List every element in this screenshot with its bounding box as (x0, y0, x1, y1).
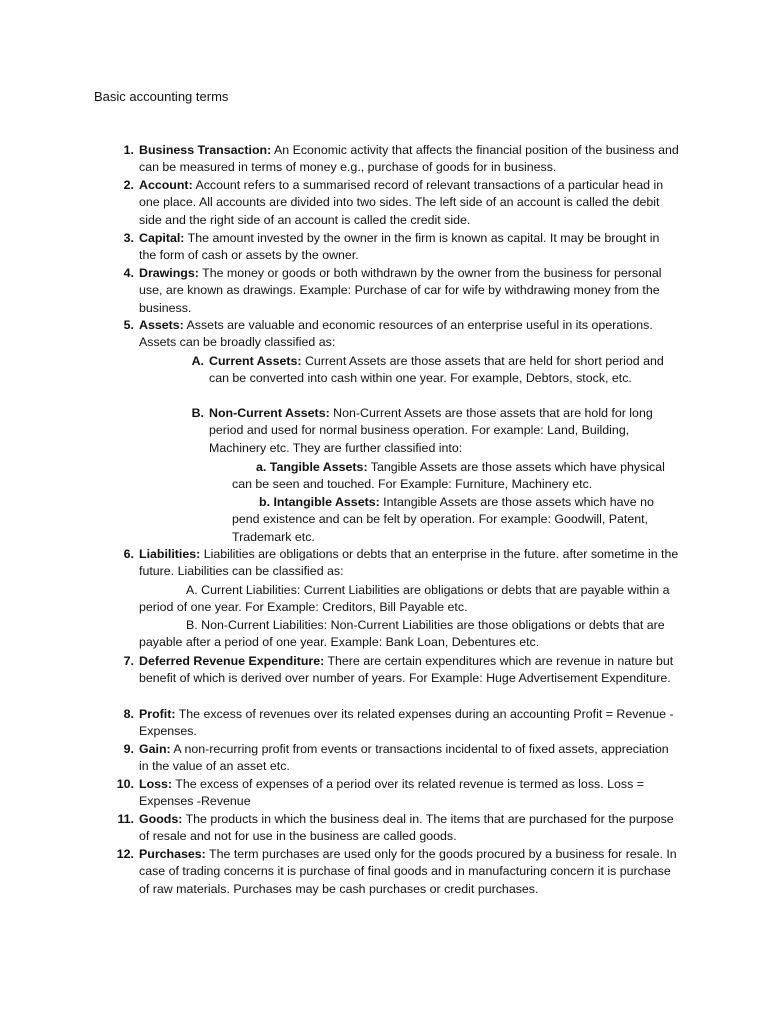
list-item (123, 230, 679, 265)
item-text: The money or goods or both withdrawn by the owner from the business for personal use, are known as drawings. Example: Purchase of car for wife by withdrawing money from the business. (139, 266, 662, 315)
item-text: An Economic activity that affects the financial position of the business and can be measured in terms of money e.g., purchase of goods for in business. (139, 143, 679, 175)
sub-sub-item-term: Tangible Assets: (269, 460, 368, 474)
item-term: Goods: (139, 812, 183, 826)
item-text: Assets are valuable and economic resources of an enterprise useful in its operations. Assets can be broadly classified as: (139, 318, 653, 350)
list-item (117, 811, 679, 846)
sub-list-item (191, 353, 679, 388)
list-item (116, 846, 679, 898)
sub-item-term: Non-Current Assets: (209, 406, 330, 420)
list-item (123, 546, 679, 581)
sub-list-item (139, 582, 679, 617)
item-number: 9. (123, 742, 134, 756)
item-number: 4. (123, 266, 134, 280)
item-text: The excess of revenues over its related expenses during an accounting Profit = Revenue - Expenses. (139, 707, 674, 739)
item-term: Capital: (139, 231, 185, 245)
item-text: The amount invested by the owner in the firm is known as capital. It may be brought in the form of cash or assets by the owner. (139, 231, 660, 263)
item-text: The excess of expenses of a period over its related revenue is termed as loss. Loss = Expenses -Revenue (139, 777, 644, 809)
list-item (123, 265, 679, 317)
item-number: 12. (116, 847, 134, 861)
sub-sub-item-letter: b. (259, 495, 271, 509)
item-number: 8. (123, 707, 134, 721)
item-term: Loss: (139, 777, 173, 791)
item-number: 11. (117, 812, 134, 826)
item-term: Business Transaction: (139, 143, 272, 157)
sub-sub-item-text: Intangible Assets are those assets which have no pend existence and can be felt by operation. For example: Goodwill, Patent, Trademark etc. (232, 495, 654, 544)
list-item (123, 741, 679, 776)
list-item (116, 776, 679, 811)
sub-item-letter: A. (186, 583, 198, 597)
sub-sub-item-letter: a. (256, 460, 267, 474)
item-number: 7. (123, 654, 134, 668)
item-term: Deferred Revenue Expenditure: (139, 654, 325, 668)
item-number: 10. (116, 777, 134, 791)
sub-item-text: Current Liabilities: Current Liabilities are obligations or debts that are payable within a period of one year. For Example: Creditors, Bill Payable etc. (139, 583, 670, 615)
item-term: Purchases: (139, 847, 206, 861)
sub-item-term: Current Assets: (209, 354, 302, 368)
sub-sub-item (232, 459, 679, 494)
list-item (123, 706, 679, 741)
item-term: Account: (139, 178, 193, 192)
sub-sub-item (232, 494, 679, 546)
sub-sub-item-term: Intangible Assets: (273, 495, 380, 509)
list-item (123, 317, 679, 352)
item-number: 3. (123, 231, 134, 245)
list-item (123, 653, 679, 688)
item-term: Liabilities: (139, 547, 201, 561)
item-number: 2. (123, 178, 134, 192)
item-text: There are certain expenditures which are revenue in nature but benefit of which is derived over number of years. For Example: Huge Advertisement Expenditure. (139, 654, 674, 686)
item-text: The products in which the business deal in. The items that are purchased for the purpose of resale and not for use in the business are called goods. (139, 812, 674, 844)
item-term: Gain: (139, 742, 171, 756)
list-item (123, 177, 679, 229)
item-number: 6. (123, 547, 134, 561)
sub-item-text: Non-Current Assets are those assets that are hold for long period and used for normal business operation. For example: Land, Building, Machinery etc. They are further classified into: (209, 406, 653, 455)
sub-item-text: Non-Current Liabilities: Non-Current Liabilities are those obligations or debts that are payable after a period of one year. Example: Bank Loan, Debentures etc. (139, 618, 665, 650)
item-text: Liabilities are obligations or debts that an enterprise in the future. after sometime in the future. Liabilities can be classified as: (139, 547, 679, 579)
sub-item-letter: B. (191, 406, 204, 420)
item-number: 5. (123, 318, 134, 332)
item-text: The term purchases are used only for the goods procured by a business for resale. In case of trading concerns it is purchase of final goods and in manufacturing concern it is purchase of raw materials. Purchases may be cash purchases or credit purchases. (139, 847, 677, 896)
item-text: A non-recurring profit from events or transactions incidental to of fixed assets, appreciation in the value of an asset etc. (139, 742, 669, 774)
item-term: Profit: (139, 707, 176, 721)
item-term: Drawings: (139, 266, 199, 280)
sub-item-text: Current Assets are those assets that are held for short period and can be converted into cash within one year. For example, Debtors, stock, etc. (209, 354, 664, 386)
sub-list-item (191, 405, 679, 457)
item-text: Account refers to a summarised record of relevant transactions of a particular head in one place. All accounts are divided into two sides. The left side of an account is called the debit side and the right side of an account is called the credit side. (139, 178, 664, 227)
sub-list-item (139, 617, 679, 652)
item-term: Assets: (139, 318, 184, 332)
sub-item-letter: B. (186, 618, 198, 632)
item-number: 1. (123, 143, 134, 157)
sub-item-letter: A. (191, 354, 204, 368)
document-title: Basic accounting terms (94, 89, 229, 104)
sub-sub-item-text: Tangible Assets are those assets which have physical can be seen and touched. For Example: Furniture, Machinery etc. (232, 460, 665, 492)
list-item (123, 142, 679, 177)
